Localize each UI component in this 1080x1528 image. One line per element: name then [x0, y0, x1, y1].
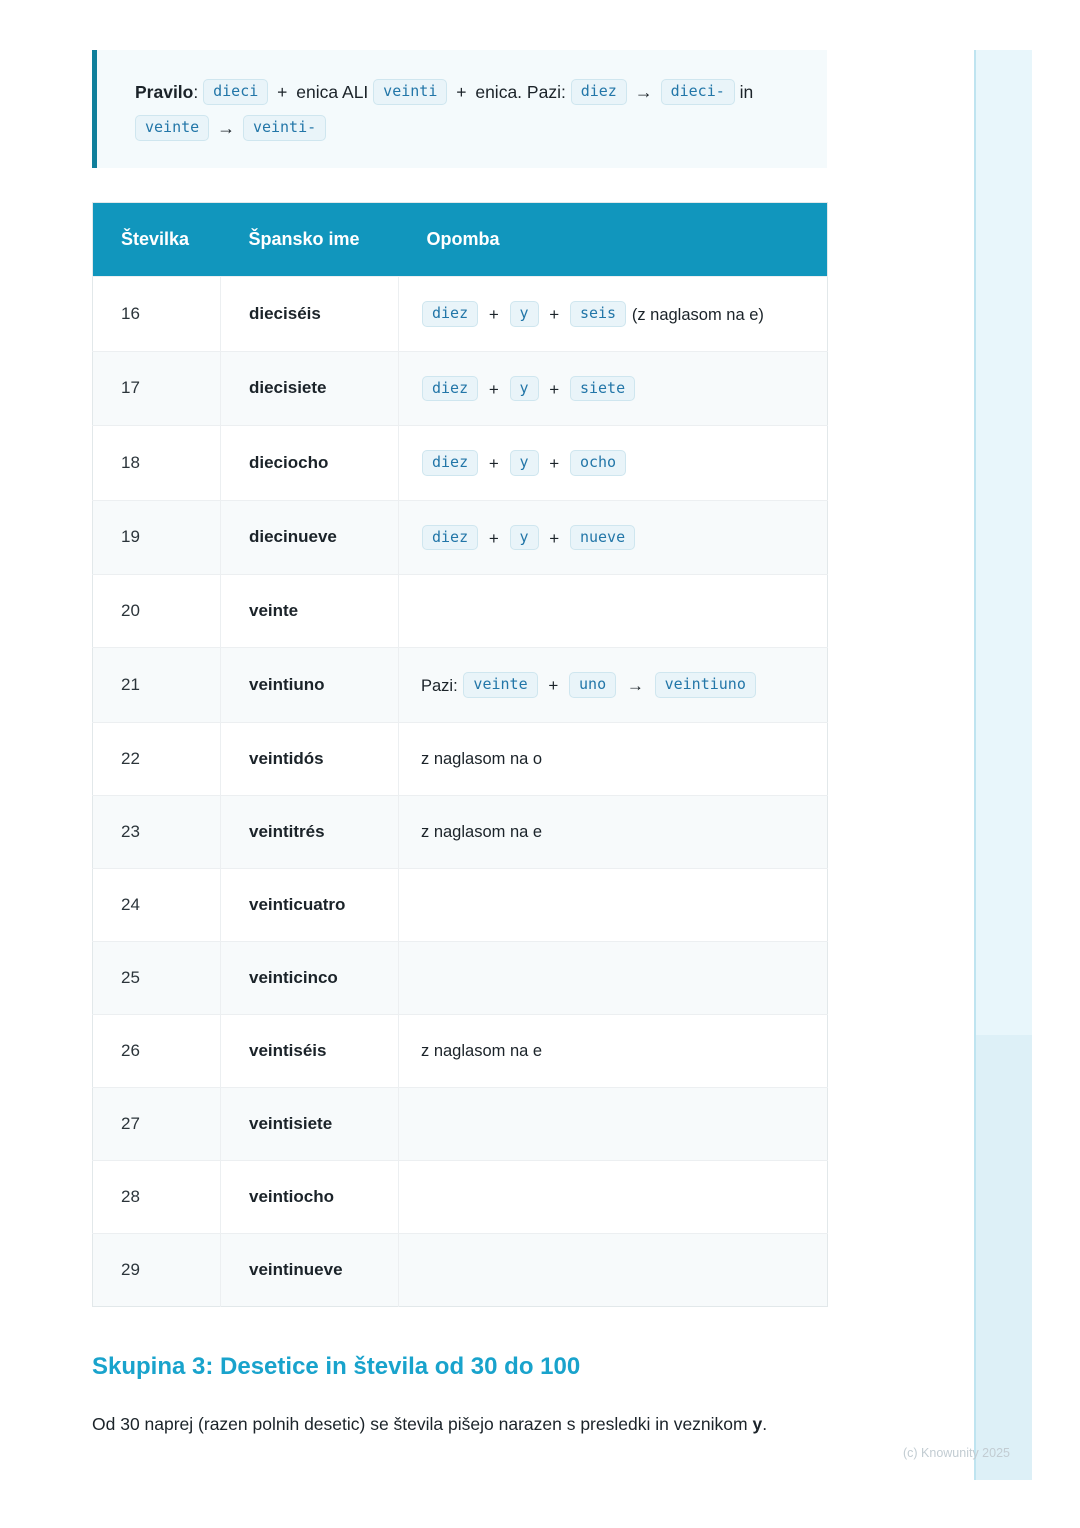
- cell-number: 19: [93, 500, 221, 575]
- code-chip-dieci: dieci: [203, 79, 268, 105]
- cell-spanish-name: veinticinco: [221, 941, 399, 1014]
- code-chip: ocho: [570, 450, 626, 476]
- table-row: [93, 1160, 828, 1233]
- code-chip: siete: [570, 376, 635, 402]
- plus-sign: +: [549, 379, 560, 399]
- note-text: z naglasom na o: [421, 749, 543, 768]
- cell-spanish-name: veintinueve: [221, 1233, 399, 1306]
- cell-number: 26: [93, 1014, 221, 1087]
- cell-note: [399, 795, 828, 868]
- cell-spanish-name: veintisiete: [221, 1087, 399, 1160]
- plus-sign: +: [488, 305, 499, 324]
- cell-note: [399, 351, 828, 426]
- plus-sign: +: [549, 305, 560, 324]
- cell-note: [399, 648, 828, 723]
- rule-callout: [92, 50, 827, 168]
- cell-number: 16: [93, 277, 221, 352]
- arrow-right-icon-2: →: [217, 118, 236, 138]
- cell-note: [399, 500, 828, 575]
- code-chip: diez: [422, 376, 478, 402]
- note-text: (z naglasom na e): [631, 306, 764, 324]
- code-chip: seis: [570, 301, 626, 327]
- cell-note: [399, 575, 828, 648]
- cell-number: 17: [93, 351, 221, 426]
- table-row: [93, 1087, 828, 1160]
- numbers-table: [92, 202, 828, 1307]
- rule-word-enica-2: enica.: [475, 82, 523, 102]
- plus-sign: +: [488, 528, 499, 548]
- table-row: [93, 941, 828, 1014]
- paragraph-text-after: .: [762, 1413, 768, 1434]
- note-text: z naglasom na e: [421, 1041, 543, 1060]
- page-edge-strip-lower: [976, 1035, 1032, 1480]
- code-chip: diez: [422, 525, 478, 551]
- arrow-right-icon: →: [634, 82, 653, 102]
- cell-number: 28: [93, 1160, 221, 1233]
- cell-note: [399, 722, 828, 795]
- note-text: z naglasom na e: [421, 822, 543, 841]
- code-chip: nueve: [570, 525, 635, 551]
- cell-spanish-name: diecisiete: [221, 351, 399, 426]
- cell-number: 27: [93, 1087, 221, 1160]
- rule-pazi: Pazi:: [526, 82, 566, 102]
- cell-note: [399, 868, 828, 941]
- cell-note: [399, 941, 828, 1014]
- cell-note: [399, 426, 828, 501]
- code-chip-veinti-prefix: veinti-: [243, 115, 326, 141]
- cell-number: 20: [93, 575, 221, 648]
- cell-note: [399, 1233, 828, 1306]
- cell-spanish-name: veintitrés: [221, 795, 399, 868]
- cell-number: 22: [93, 722, 221, 795]
- column-header-spansko-ime: Špansko ime: [221, 203, 399, 277]
- arrow-right-icon: →: [626, 676, 644, 695]
- code-chip: y: [510, 376, 539, 402]
- table-header: [93, 203, 828, 277]
- table-body: [93, 277, 828, 1307]
- table-row: [93, 648, 828, 723]
- document-content: [92, 50, 827, 1441]
- table-row: [93, 1233, 828, 1306]
- column-header-opomba: Opomba: [399, 203, 828, 277]
- table-row: [93, 426, 828, 501]
- table-row: [93, 868, 828, 941]
- cell-number: 29: [93, 1233, 221, 1306]
- table-header-row: [93, 203, 828, 277]
- plus-sign-2: +: [456, 82, 467, 102]
- paragraph-text-before: Od 30 naprej (razen polnih desetic) se števila pišejo narazen s presledki in veznikom: [92, 1413, 753, 1434]
- cell-number: 18: [93, 426, 221, 501]
- cell-spanish-name: diecinueve: [221, 500, 399, 575]
- cell-note: [399, 277, 828, 352]
- cell-spanish-name: veintiocho: [221, 1160, 399, 1233]
- plus-sign: +: [548, 676, 559, 695]
- table-row: [93, 500, 828, 575]
- table-row: [93, 795, 828, 868]
- rule-in: in: [739, 82, 754, 102]
- section-paragraph: [92, 1407, 827, 1441]
- table-row: [93, 277, 828, 352]
- rule-colon: :: [193, 82, 199, 102]
- plus-sign: +: [277, 82, 288, 102]
- code-chip: veinte: [463, 672, 537, 698]
- code-chip: diez: [422, 301, 478, 327]
- watermark: (c) Knowunity 2025: [902, 1446, 1010, 1460]
- cell-spanish-name: veintiséis: [221, 1014, 399, 1087]
- plus-sign: +: [488, 379, 499, 399]
- code-chip: y: [510, 450, 539, 476]
- code-chip-dieci-prefix: dieci-: [661, 79, 735, 105]
- cell-note: [399, 1014, 828, 1087]
- cell-number: 21: [93, 648, 221, 723]
- cell-spanish-name: dieciséis: [221, 277, 399, 352]
- code-chip-diez: diez: [571, 79, 627, 105]
- rule-label: Pravilo: [135, 82, 194, 102]
- cell-note: [399, 1087, 828, 1160]
- cell-spanish-name: dieciocho: [221, 426, 399, 501]
- page-edge-divider: [974, 50, 976, 1480]
- column-header-stevilka: Številka: [93, 203, 221, 277]
- note-text: Pazi:: [421, 677, 458, 695]
- paragraph-bold-y: y: [752, 1413, 763, 1434]
- cell-spanish-name: veintidós: [221, 722, 399, 795]
- code-chip: y: [510, 525, 539, 551]
- table-row: [93, 722, 828, 795]
- code-chip: diez: [422, 450, 478, 476]
- cell-spanish-name: veintiuno: [221, 648, 399, 723]
- rule-alt: ALI: [342, 82, 369, 102]
- plus-sign: +: [488, 454, 499, 473]
- plus-sign: +: [549, 528, 560, 548]
- code-chip-veinte: veinte: [135, 115, 209, 141]
- cell-spanish-name: veinticuatro: [221, 868, 399, 941]
- code-chip: uno: [569, 672, 616, 698]
- code-chip: y: [510, 301, 539, 327]
- cell-spanish-name: veinte: [221, 575, 399, 648]
- cell-number: 24: [93, 868, 221, 941]
- cell-number: 25: [93, 941, 221, 1014]
- cell-number: 23: [93, 795, 221, 868]
- cell-note: [399, 1160, 828, 1233]
- section-heading: Skupina 3: Desetice in števila od 30 do 100: [92, 1352, 581, 1380]
- rule-word-enica: enica: [296, 82, 339, 102]
- table-row: [93, 1014, 828, 1087]
- plus-sign: +: [549, 454, 560, 473]
- code-chip: veintiuno: [655, 672, 756, 698]
- code-chip-veinti: veinti: [373, 79, 447, 105]
- table-row: [93, 351, 828, 426]
- table-row: [93, 575, 828, 648]
